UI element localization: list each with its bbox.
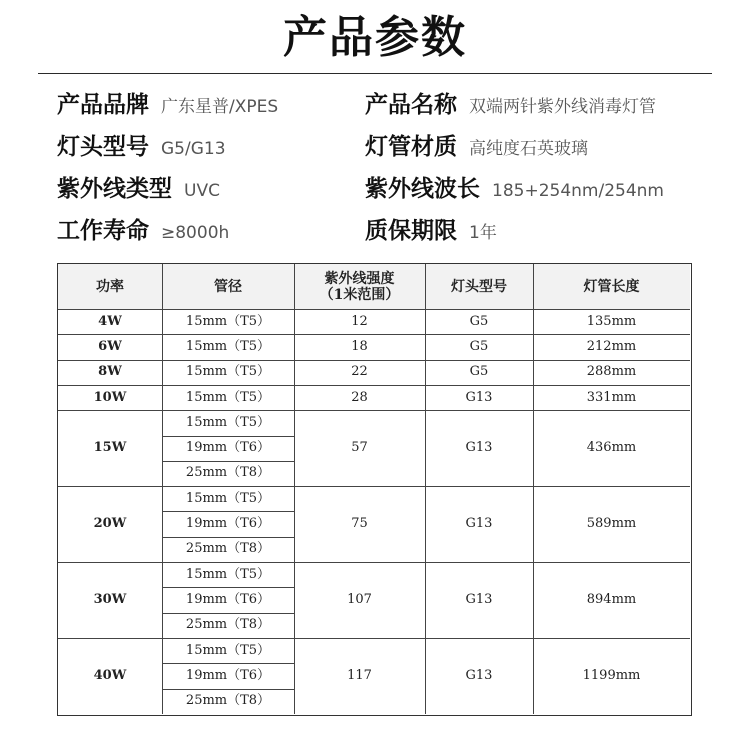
spec-key: 灯管材质 [365, 134, 457, 160]
cell-tube-length: 135mm [586, 313, 637, 329]
cell-uv-intensity: 117 [347, 667, 372, 683]
spec-value: 高纯度石英玻璃 [469, 139, 588, 159]
cell-diameter: 25mm（T8） [185, 617, 271, 633]
cell-uv-intensity: 12 [351, 313, 368, 329]
cell-diameter: 15mm（T5） [185, 642, 271, 658]
cell-base-model: G5 [469, 338, 489, 354]
cell-diameter: 15mm（T5） [185, 414, 271, 430]
header-tube-length: 灯管长度 [533, 264, 690, 309]
spec-wavelength [365, 172, 664, 206]
cell-uv-intensity: 57 [351, 440, 368, 456]
header-power: 功率 [58, 264, 162, 309]
cell-diameter: 19mm（T6） [185, 440, 271, 456]
cell-diameter: 25mm（T8） [185, 465, 271, 481]
cell-base-model: G5 [469, 364, 489, 380]
spec-brand [57, 88, 278, 122]
page-title: 产品参数 [283, 12, 467, 63]
spec-key: 质保期限 [365, 218, 457, 244]
cell-diameter: 15mm（T5） [185, 313, 271, 329]
parameter-table [57, 263, 692, 716]
cell-power: 6W [98, 338, 122, 354]
cell-diameter: 19mm（T6） [185, 667, 271, 683]
cell-uv-intensity: 75 [351, 516, 368, 532]
spec-lifetime [57, 214, 229, 248]
cell-base-model: G5 [469, 313, 489, 329]
header-diameter: 管径 [162, 264, 294, 309]
header-uv-intensity [294, 264, 425, 309]
cell-base-model: G13 [465, 591, 493, 607]
header-base-model: 灯头型号 [425, 264, 533, 309]
spec-key: 产品名称 [365, 92, 457, 118]
spec-key: 产品品牌 [57, 92, 149, 118]
spec-value: G5/G13 [161, 139, 226, 159]
title-divider [38, 73, 712, 74]
cell-uv-intensity: 18 [351, 338, 368, 354]
cell-power: 30W [93, 591, 127, 607]
spec-key: 紫外线类型 [57, 176, 172, 202]
cell-diameter: 25mm（T8） [185, 541, 271, 557]
cell-base-model: G13 [465, 389, 493, 405]
spec-material [365, 130, 588, 164]
cell-diameter: 15mm（T5） [185, 389, 271, 405]
cell-uv-intensity: 28 [351, 389, 368, 405]
spec-warranty [365, 214, 497, 248]
cell-diameter: 15mm（T5） [185, 338, 271, 354]
cell-tube-length: 589mm [586, 516, 637, 532]
cell-tube-length: 436mm [586, 440, 637, 456]
spec-uv-type [57, 172, 220, 206]
cell-power: 4W [98, 313, 122, 329]
spec-value: 广东星普/XPES [161, 97, 279, 117]
cell-tube-length: 331mm [586, 389, 637, 405]
cell-power: 15W [93, 440, 127, 456]
cell-diameter: 15mm（T5） [185, 566, 271, 582]
spec-product-name [365, 88, 656, 122]
spec-value: 1年 [469, 223, 497, 243]
header-uv-intensity-line2: （1米范围） [319, 286, 400, 303]
spec-value: 双端两针紫外线消毒灯管 [469, 97, 656, 117]
spec-key: 工作寿命 [57, 218, 149, 244]
spec-key: 灯头型号 [57, 134, 149, 160]
cell-base-model: G13 [465, 667, 493, 683]
cell-tube-length: 894mm [586, 591, 637, 607]
spec-base-model [57, 130, 226, 164]
cell-base-model: G13 [465, 516, 493, 532]
spec-value: 185+254nm/254nm [492, 181, 664, 201]
cell-power: 10W [93, 389, 127, 405]
cell-diameter: 25mm（T8） [185, 693, 271, 709]
header-uv-intensity-line1: 紫外线强度 [324, 270, 395, 287]
cell-power: 8W [98, 364, 122, 380]
spec-value: ≥8000h [161, 223, 230, 243]
cell-diameter: 15mm（T5） [185, 364, 271, 380]
cell-power: 20W [93, 516, 127, 532]
spec-value: UVC [184, 181, 220, 201]
cell-uv-intensity: 107 [347, 591, 372, 607]
spec-key: 紫外线波长 [365, 176, 480, 202]
cell-tube-length: 1199mm [582, 667, 641, 683]
cell-tube-length: 212mm [586, 338, 637, 354]
cell-tube-length: 288mm [586, 364, 637, 380]
cell-diameter: 19mm（T6） [185, 591, 271, 607]
cell-power: 40W [93, 667, 127, 683]
cell-uv-intensity: 22 [351, 364, 368, 380]
cell-diameter: 19mm（T6） [185, 516, 271, 532]
cell-base-model: G13 [465, 440, 493, 456]
cell-diameter: 15mm（T5） [185, 490, 271, 506]
